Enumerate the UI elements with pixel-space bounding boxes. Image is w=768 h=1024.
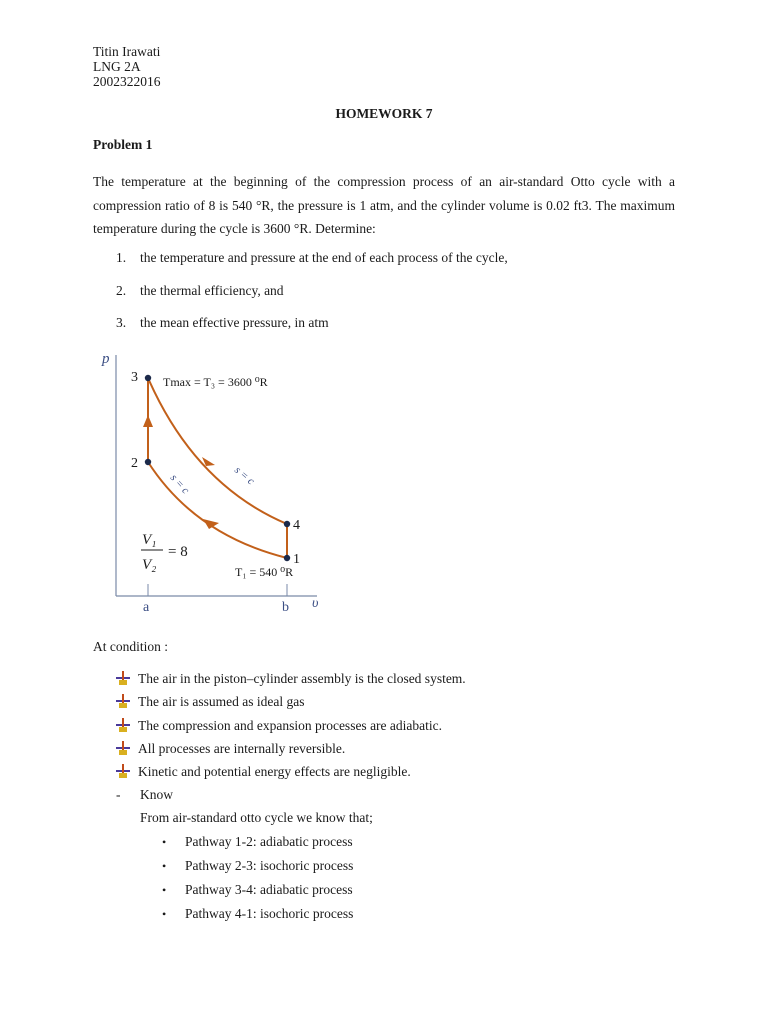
task-item [116,315,329,331]
process-1-2-arrow [203,519,219,529]
task-text: the temperature and pressure at the end of each process of the cycle, [140,250,508,265]
arrow-bullet-icon [116,671,130,685]
dot-bullet: • [162,883,167,897]
pathway-item [162,882,353,898]
point-label-4: 4 [293,518,300,533]
ratio-value: = 8 [168,544,188,560]
task-number: 1. [116,250,127,265]
task-text: the mean effective pressure, in atm [140,315,329,330]
p-axis-label: p [102,351,110,367]
know-label: Know [140,787,173,802]
task-item [116,250,508,266]
dot-bullet: • [162,859,167,873]
pathway-text: Pathway 2-3: isochoric process [185,858,354,873]
condition-item [116,741,345,757]
pathway-item [162,834,353,850]
know-intro: From air-standard otto cycle we know that; [140,810,373,825]
dash-bullet: - [116,787,121,802]
author-name: Titin Irawati [93,44,161,59]
state-point-1 [284,555,290,561]
tmax-label: Tmax = T₃ = 3600 ⁰R [163,375,268,389]
process-2-3-arrow [143,415,153,427]
arrow-bullet-icon [116,741,130,755]
point-label-1: 1 [293,552,300,567]
document-title: HOMEWORK 7 [335,106,433,121]
task-text: the thermal efficiency, and [140,283,284,298]
arrow-bullet-icon [116,764,130,778]
tick-b-label: b [282,600,289,615]
pathway-text: Pathway 3-4: adiabatic process [185,882,353,897]
condition-text: Kinetic and potential energy effects are negligible. [138,764,411,779]
condition-text: The compression and expansion processes are adiabatic. [138,718,443,733]
pathway-text: Pathway 4-1: isochoric process [185,906,354,921]
state-point-2 [145,459,151,465]
v-axis-label: υ [312,596,319,611]
condition-item [116,671,466,687]
task-item [116,283,284,299]
condition-text: The air in the piston–cylinder assembly is the closed system. [138,671,466,686]
condition-item [116,718,442,734]
ratio-denominator: V₂ [142,557,157,573]
condition-heading: At condition : [93,639,168,654]
pathway-text: Pathway 1-2: adiabatic process [185,834,353,849]
isentrope-label-right: s = c [232,464,257,488]
task-number: 2. [116,283,127,298]
process-3-4-curve [148,378,287,524]
tick-a-label: a [143,600,150,615]
ratio-numerator: V₁ [142,532,157,548]
condition-text: All processes are internally reversible. [138,741,346,756]
problem-heading: Problem 1 [93,137,153,152]
pathway-item [162,906,353,922]
condition-text: The air is assumed as ideal gas [138,694,305,709]
know-item [116,787,173,803]
arrow-bullet-icon [116,718,130,732]
condition-item [116,764,411,780]
dot-bullet: • [162,835,167,849]
isentrope-label-left: s = c [167,471,192,497]
condition-item [116,694,304,710]
state-point-3 [145,375,151,381]
author-class: LNG 2A [93,59,141,74]
point-label-3: 3 [131,370,138,385]
author-student-id: 2002322016 [93,74,161,89]
pathway-item [162,858,353,874]
problem-statement: The temperature at the beginning of the compression process of an air-standard Otto cycle with a compression ratio of 8 is 540 °R, the pressure is 1 atm, and the cylinder volume is 0.02 ft3. The maximum temperature during the cycle is 3600 °R. Determine: [93,174,675,236]
pv-diagram [95,345,345,620]
task-number: 3. [116,315,127,330]
point-label-2: 2 [131,456,138,471]
dot-bullet: • [162,907,167,921]
state-point-4 [284,521,290,527]
t1-label: T₁ = 540 ⁰R [235,565,294,579]
arrow-bullet-icon [116,694,130,708]
